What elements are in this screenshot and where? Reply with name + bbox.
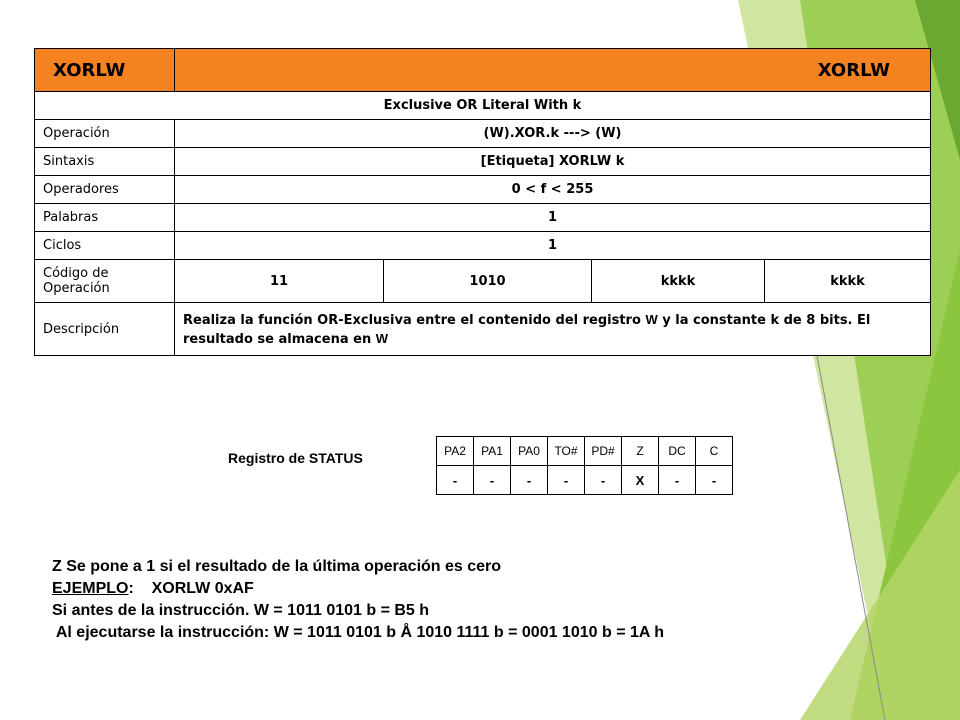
- desc-constant-k: k: [770, 313, 780, 328]
- header-row: [35, 49, 931, 92]
- desc-register-w: W: [645, 312, 658, 327]
- label-descripcion: Descripción: [35, 303, 175, 356]
- note-example-label: EJEMPLO: [52, 580, 129, 597]
- header-title-right: XORLW: [175, 49, 931, 92]
- status-bit-to: TO#: [548, 437, 585, 466]
- status-value-pa2: -: [437, 466, 474, 495]
- status-bit-pd: PD#: [585, 437, 622, 466]
- status-bit-c: C: [696, 437, 733, 466]
- status-value-dc: -: [659, 466, 696, 495]
- label-codigo: Código de Operación: [35, 260, 175, 303]
- status-bit-pa1: PA1: [474, 437, 511, 466]
- row-descripcion: [35, 303, 931, 356]
- note-before: Si antes de la instrucción. W = 1011 0101 b = B5 h: [52, 602, 430, 619]
- code-part-2: 1010: [384, 260, 592, 303]
- note-example: [52, 578, 664, 600]
- note-z-text: Se pone a 1 si el resultado de la última operación es cero: [61, 558, 502, 575]
- row-sintaxis: [35, 148, 931, 176]
- row-ciclos: [35, 232, 931, 260]
- status-value-z: X: [622, 466, 659, 495]
- header-title-left: XORLW: [35, 49, 175, 92]
- status-register-title: Registro de STATUS: [228, 450, 363, 466]
- row-palabras: [35, 204, 931, 232]
- label-operadores: Operadores: [35, 176, 175, 204]
- status-bit-z: Z: [622, 437, 659, 466]
- row-operacion: [35, 120, 931, 148]
- note-example-text: : XORLW 0xAF: [128, 580, 254, 597]
- desc-text-c: de 8 bits. El resultado se almacena en: [183, 313, 871, 347]
- value-ciclos: 1: [175, 232, 931, 260]
- status-value-c: -: [696, 466, 733, 495]
- status-value-pd: -: [585, 466, 622, 495]
- notes-block: [52, 556, 664, 644]
- label-operacion: Operación: [35, 120, 175, 148]
- value-operadores: 0 < f < 255: [175, 176, 931, 204]
- status-value-to: -: [548, 466, 585, 495]
- status-bits-row: [437, 437, 733, 466]
- value-palabras: 1: [175, 204, 931, 232]
- note-after: Al ejecutarse la instrucción: W = 1011 0101 b Å 1010 1111 b = 0001 1010 b = 1A h: [52, 624, 665, 641]
- status-register-table: [436, 436, 733, 495]
- label-palabras: Palabras: [35, 204, 175, 232]
- value-operacion: (W).XOR.k ---> (W): [175, 120, 931, 148]
- note-z-letter: Z: [52, 558, 62, 575]
- label-ciclos: Ciclos: [35, 232, 175, 260]
- instruction-subtitle: Exclusive OR Literal With k: [35, 92, 931, 120]
- subtitle-row: [35, 92, 931, 120]
- status-value-pa0: -: [511, 466, 548, 495]
- code-part-3: kkkk: [592, 260, 765, 303]
- status-bit-pa0: PA0: [511, 437, 548, 466]
- code-part-1: 11: [175, 260, 384, 303]
- instruction-table: [34, 48, 931, 356]
- status-values-row: [437, 466, 733, 495]
- status-bit-pa2: PA2: [437, 437, 474, 466]
- value-descripcion: [175, 303, 931, 356]
- status-value-pa1: -: [474, 466, 511, 495]
- desc-register-w2: W: [375, 331, 389, 346]
- desc-text-b: y la constante: [657, 313, 771, 328]
- desc-text-a: Realiza la función OR-Exclusiva entre el contenido del registro: [183, 313, 646, 328]
- status-bit-dc: DC: [659, 437, 696, 466]
- label-sintaxis: Sintaxis: [35, 148, 175, 176]
- row-codigo: [35, 260, 931, 303]
- code-part-4: kkkk: [765, 260, 931, 303]
- row-operadores: [35, 176, 931, 204]
- value-sintaxis: [Etiqueta] XORLW k: [175, 148, 931, 176]
- note-z-flag: [52, 556, 664, 578]
